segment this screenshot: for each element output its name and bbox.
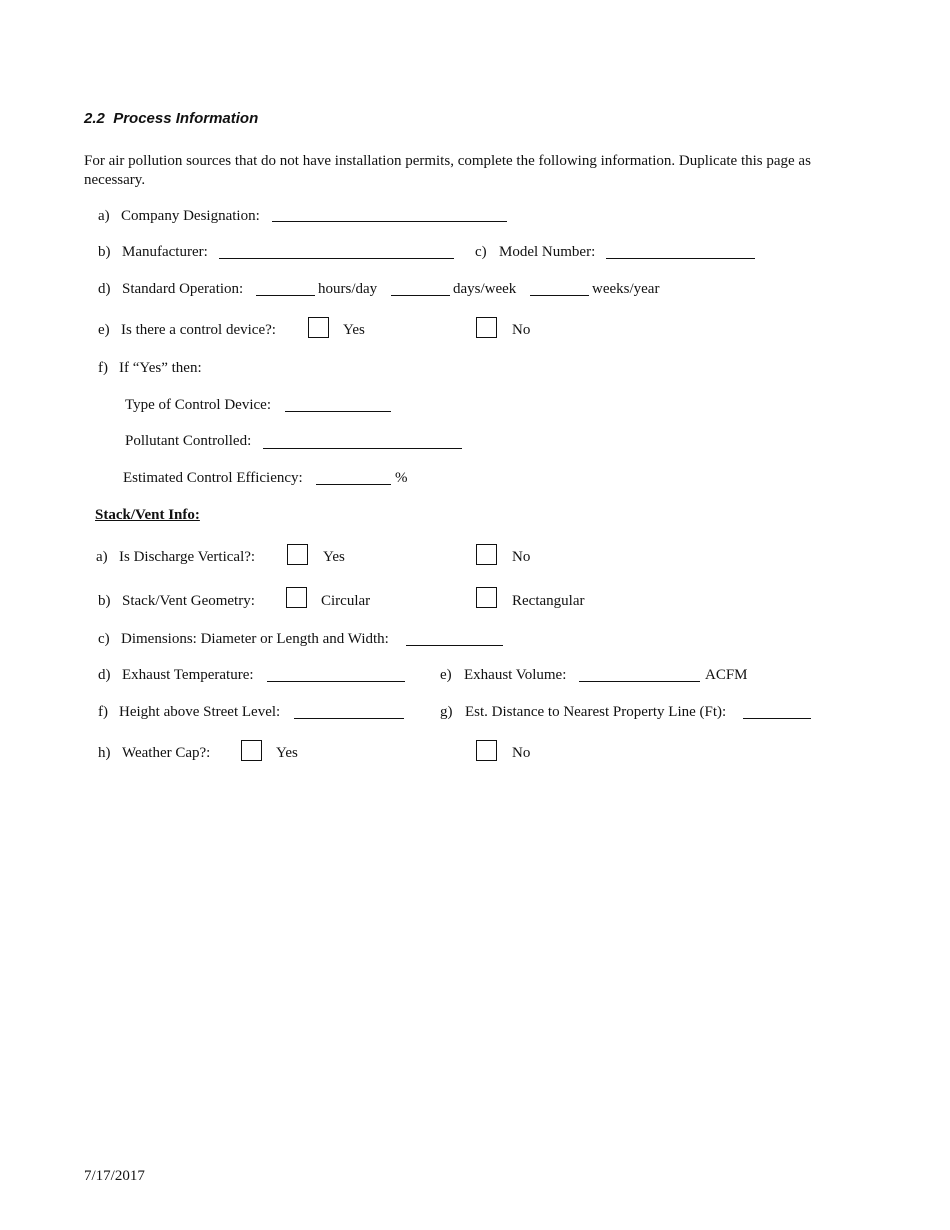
section-title: Process Information bbox=[113, 110, 259, 127]
stack-geometry-label: Stack/Vent Geometry: bbox=[122, 593, 255, 609]
days-per-week-unit: days/week bbox=[453, 281, 517, 297]
stack-marker-b: b) bbox=[98, 593, 111, 609]
hours-per-day-field[interactable] bbox=[256, 295, 315, 296]
stack-marker-d: d) bbox=[98, 667, 111, 683]
dimensions-field[interactable] bbox=[406, 645, 503, 646]
stack-vent-heading: Stack/Vent Info: bbox=[95, 507, 200, 523]
control-efficiency-label: Estimated Control Efficiency: bbox=[123, 470, 303, 486]
weather-cap-label: Weather Cap?: bbox=[122, 745, 211, 761]
manufacturer-label: Manufacturer: bbox=[122, 244, 208, 260]
control-efficiency-field[interactable] bbox=[316, 484, 391, 485]
control-device-yes-label: Yes bbox=[343, 322, 365, 338]
section-number: 2.2 bbox=[84, 110, 105, 127]
intro-paragraph: For air pollution sources that do not have installation permits, complete the following information. Duplicate this page as necessary. bbox=[84, 153, 811, 188]
company-designation-field[interactable] bbox=[272, 221, 507, 222]
footer-date: 7/17/2017 bbox=[84, 1168, 145, 1184]
days-per-week-field[interactable] bbox=[391, 295, 450, 296]
exhaust-volume-field[interactable] bbox=[579, 681, 700, 682]
manufacturer-field[interactable] bbox=[219, 258, 454, 259]
model-number-field[interactable] bbox=[606, 258, 755, 259]
property-line-distance-field[interactable] bbox=[743, 718, 811, 719]
exhaust-temperature-label: Exhaust Temperature: bbox=[122, 667, 254, 683]
exhaust-volume-unit: ACFM bbox=[705, 667, 748, 683]
pollutant-controlled-field[interactable] bbox=[263, 448, 462, 449]
weather-cap-yes-checkbox[interactable] bbox=[241, 740, 262, 761]
marker-c: c) bbox=[475, 244, 487, 260]
model-number-label: Model Number: bbox=[499, 244, 596, 260]
marker-a: a) bbox=[98, 208, 110, 224]
stack-marker-c: c) bbox=[98, 631, 110, 647]
stack-marker-h: h) bbox=[98, 745, 111, 761]
control-efficiency-unit: % bbox=[395, 470, 408, 486]
geometry-rectangular-label: Rectangular bbox=[512, 593, 585, 609]
marker-d: d) bbox=[98, 281, 111, 297]
hours-per-day-unit: hours/day bbox=[318, 281, 378, 297]
stack-marker-a: a) bbox=[96, 549, 108, 565]
pollutant-controlled-label: Pollutant Controlled: bbox=[125, 433, 252, 449]
dimensions-label: Dimensions: Diameter or Length and Width: bbox=[121, 631, 389, 647]
geometry-circular-label: Circular bbox=[321, 593, 371, 609]
control-device-no-checkbox[interactable] bbox=[476, 317, 497, 338]
height-above-street-field[interactable] bbox=[294, 718, 404, 719]
standard-operation-label: Standard Operation: bbox=[122, 281, 244, 297]
geometry-rectangular-checkbox[interactable] bbox=[476, 587, 497, 608]
control-device-label: Is there a control device?: bbox=[121, 322, 276, 338]
weeks-per-year-field[interactable] bbox=[530, 295, 589, 296]
property-line-distance-label: Est. Distance to Nearest Property Line (Ft): bbox=[465, 704, 727, 720]
weather-cap-yes-label: Yes bbox=[276, 745, 298, 761]
stack-marker-g: g) bbox=[440, 704, 453, 720]
weather-cap-no-label: No bbox=[512, 745, 531, 761]
discharge-vertical-yes-label: Yes bbox=[323, 549, 345, 565]
weeks-per-year-unit: weeks/year bbox=[592, 281, 660, 297]
height-above-street-label: Height above Street Level: bbox=[119, 704, 281, 720]
control-device-type-field[interactable] bbox=[285, 411, 391, 412]
if-yes-label: If “Yes” then: bbox=[119, 360, 202, 376]
discharge-vertical-yes-checkbox[interactable] bbox=[287, 544, 308, 565]
marker-e: e) bbox=[98, 322, 110, 338]
section-heading bbox=[84, 110, 258, 128]
discharge-vertical-no-checkbox[interactable] bbox=[476, 544, 497, 565]
stack-marker-f: f) bbox=[98, 704, 108, 720]
control-device-no-label: No bbox=[512, 322, 531, 338]
discharge-vertical-label: Is Discharge Vertical?: bbox=[119, 549, 256, 565]
discharge-vertical-no-label: No bbox=[512, 549, 531, 565]
control-device-yes-checkbox[interactable] bbox=[308, 317, 329, 338]
stack-marker-e: e) bbox=[440, 667, 452, 683]
weather-cap-no-checkbox[interactable] bbox=[476, 740, 497, 761]
exhaust-volume-label: Exhaust Volume: bbox=[464, 667, 567, 683]
exhaust-temperature-field[interactable] bbox=[267, 681, 405, 682]
control-device-type-label: Type of Control Device: bbox=[125, 397, 271, 413]
company-designation-label: Company Designation: bbox=[121, 208, 260, 224]
marker-f: f) bbox=[98, 360, 108, 376]
geometry-circular-checkbox[interactable] bbox=[286, 587, 307, 608]
marker-b: b) bbox=[98, 244, 111, 260]
